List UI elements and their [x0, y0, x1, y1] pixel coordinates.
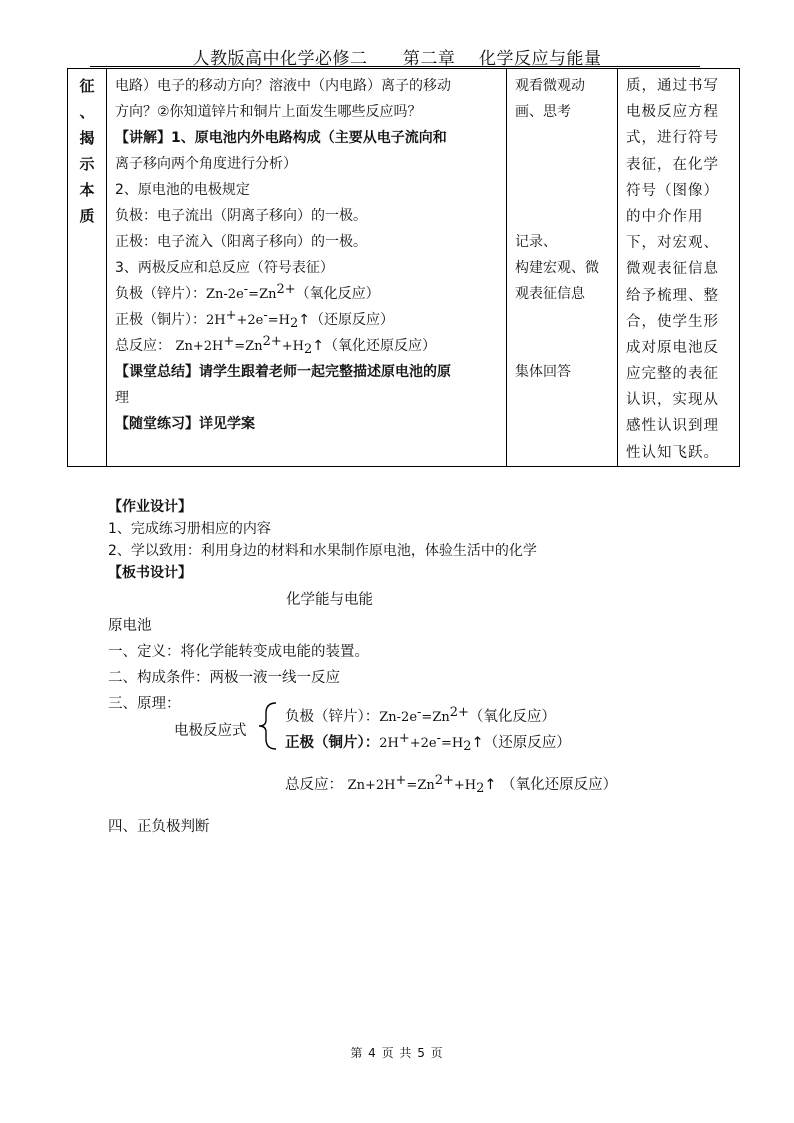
stage-char: 质 — [79, 207, 95, 225]
cathode-equation — [115, 307, 502, 333]
header-rule — [90, 66, 700, 67]
eq-sub: 2 — [290, 316, 299, 331]
eq-sup: - — [243, 282, 249, 297]
eq-sup: 2+ — [434, 773, 454, 788]
teacher-line: 负极：电子流出（阴离子移向）的一极。 — [115, 208, 367, 224]
eq-sup: + — [225, 308, 237, 323]
student-line: 观表征信息 — [515, 286, 585, 302]
homework-section — [108, 496, 537, 584]
stage-char: 本 — [79, 181, 95, 199]
eq-sub: 2 — [303, 342, 313, 357]
intent-line: 符号（图像） — [626, 182, 719, 199]
eq-sub: 2 — [476, 781, 485, 796]
eq-text: +2e — [409, 736, 437, 751]
board-title: 化学能与电能 — [286, 592, 373, 608]
intent-line: 感性认识到理 — [626, 418, 719, 435]
intent-line: 微观表征信息 — [626, 261, 719, 278]
homework-heading: 【作业设计】 — [108, 499, 192, 515]
eq-text: Zn+2H — [175, 339, 224, 354]
student-line-empty — [515, 333, 615, 359]
teacher-line: 方向？②你知道锌片和铜片上面发生哪些反应吗？ — [115, 104, 422, 120]
eq-sub: 2 — [463, 739, 472, 754]
page-header: 人教版高中化学必修二 第二章 化学反应与能量 — [192, 49, 602, 69]
board-cathode-equation — [285, 731, 571, 752]
eq-text: +2e — [236, 313, 264, 328]
gas-arrow: ↑ — [484, 777, 497, 793]
gas-arrow: ↑ — [471, 735, 484, 751]
eq-tail: （氧化还原反应） — [324, 338, 436, 354]
gas-arrow: ↑ — [312, 338, 324, 354]
eq-text: Zn-2e — [379, 710, 418, 725]
eq-sup: + — [398, 731, 410, 746]
intent-line: 认识，实现从 — [626, 392, 719, 409]
eq-sup: - — [436, 731, 442, 746]
eq-label: 正极（铜片）： — [285, 735, 380, 751]
teacher-line: 理 — [115, 390, 129, 406]
intent-line: 合，使学生形 — [626, 313, 719, 330]
teacher-line: 【随堂练习】详见学案 — [115, 416, 255, 432]
eq-text: Zn-2e — [206, 287, 244, 302]
board-subtitle: 原电池 — [108, 618, 152, 634]
lesson-table — [67, 68, 740, 467]
eq-sup: 2+ — [276, 282, 296, 297]
eq-text: +H — [453, 778, 477, 793]
intent-line: 性认知飞跃。 — [626, 444, 719, 461]
teacher-line: 【讲解】1、原电池内外电路构成（主要从电子流向和 — [115, 130, 447, 146]
teacher-activity-cell — [107, 69, 507, 467]
board-total-equation — [285, 773, 617, 794]
eq-text: =H — [441, 736, 464, 751]
teacher-line: 3、两极反应和总反应（符号表征） — [115, 260, 334, 276]
board-heading: 【板书设计】 — [108, 565, 192, 581]
intent-line: 表征，在化学 — [626, 156, 719, 173]
stage-char: 示 — [79, 155, 95, 173]
board-conditions: 二、构成条件：两极一液一线一反应 — [108, 670, 340, 686]
curly-brace-icon — [256, 701, 280, 751]
anode-equation — [115, 281, 502, 307]
board-principle: 三、原理： — [108, 696, 181, 712]
teacher-line: 2、原电池的电极规定 — [115, 182, 250, 198]
teacher-line: 电路）电子的移动方向？溶液中（内电路）离子的移动 — [115, 78, 451, 94]
eq-text: Zn+2H — [347, 778, 396, 793]
stage-char: 、 — [79, 103, 95, 121]
eq-sup: - — [263, 308, 268, 323]
eq-label: 负极（锌片）： — [115, 286, 206, 302]
student-activity-cell — [507, 69, 618, 467]
eq-text: =Zn — [406, 778, 435, 793]
eq-text: =Zn — [248, 287, 277, 302]
student-line-empty — [515, 203, 615, 229]
eq-sup: 2+ — [449, 705, 469, 720]
intent-line: 下，对宏观、 — [626, 235, 719, 252]
intent-line: 的中介作用 — [626, 208, 704, 225]
eq-text: =Zn — [421, 710, 450, 725]
eq-label: 总反应： — [285, 777, 348, 793]
homework-item: 2、学以致用：利用身边的材料和水果制作原电池，体验生活中的化学 — [108, 543, 537, 559]
intent-line: 给予梳理、整 — [626, 287, 719, 304]
student-line-empty — [515, 125, 615, 151]
eq-tail: （还原反应） — [483, 735, 571, 751]
student-line: 集体回答 — [515, 364, 571, 380]
eq-text: 2H — [206, 313, 226, 328]
eq-text: +H — [281, 339, 304, 354]
page-footer: 第 4 页 共 5 页 — [350, 1046, 444, 1060]
eq-tail: （氧化反应） — [468, 709, 556, 725]
teacher-line: 【课堂总结】请学生跟着老师一起完整描述原电池的原 — [115, 364, 451, 380]
eq-text: =Zn — [234, 339, 263, 354]
student-line: 记录、 — [515, 234, 557, 250]
teacher-line: 正极：电子流入（阳离子移向）的一极。 — [115, 234, 367, 250]
eq-sup: + — [395, 773, 407, 788]
intent-line: 电极反应方程 — [626, 104, 719, 121]
student-line-empty — [515, 177, 615, 203]
student-line-empty — [515, 307, 615, 333]
eq-text: =H — [267, 313, 291, 328]
student-line-empty — [515, 151, 615, 177]
table-row — [68, 69, 740, 467]
homework-item: 1、完成练习册相应的内容 — [108, 521, 271, 537]
electrode-equation-label: 电极反应式 — [174, 723, 247, 739]
eq-label: 总反应： — [115, 338, 176, 354]
board-electrode-judgement: 四、正负极判断 — [108, 819, 210, 835]
student-line: 画、思考 — [515, 104, 571, 120]
intent-line: 成对原电池反 — [626, 339, 719, 356]
eq-text: 2H — [379, 736, 399, 751]
teacher-line: 离子移向两个角度进行分析） — [115, 156, 297, 172]
stage-char: 揭 — [79, 129, 95, 147]
eq-tail: （氧化还原反应） — [496, 777, 618, 793]
board-anode-equation — [285, 705, 556, 726]
eq-label: 负极（锌片）： — [285, 709, 380, 725]
intent-line: 应完整的表征 — [626, 366, 719, 383]
student-line: 观看微观动 — [515, 78, 585, 94]
eq-sup: + — [223, 334, 235, 349]
eq-tail: （还原反应） — [310, 312, 395, 328]
eq-tail: （氧化反应） — [295, 286, 380, 302]
total-equation — [115, 333, 502, 359]
board-definition: 一、定义：将化学能转变成电能的装置。 — [108, 644, 369, 660]
gas-arrow: ↑ — [298, 312, 311, 328]
student-line: 构建宏观、微 — [515, 260, 599, 276]
design-intent-cell — [618, 69, 740, 467]
teacher-line-empty — [115, 437, 502, 463]
eq-label: 正极（铜片）： — [115, 312, 206, 328]
intent-line: 式，进行符号 — [626, 130, 719, 147]
intent-line: 质，通过书写 — [626, 78, 719, 94]
eq-sup: - — [417, 705, 422, 720]
stage-cell — [68, 69, 107, 467]
eq-sup: 2+ — [262, 334, 282, 349]
stage-char: 征 — [79, 77, 95, 95]
